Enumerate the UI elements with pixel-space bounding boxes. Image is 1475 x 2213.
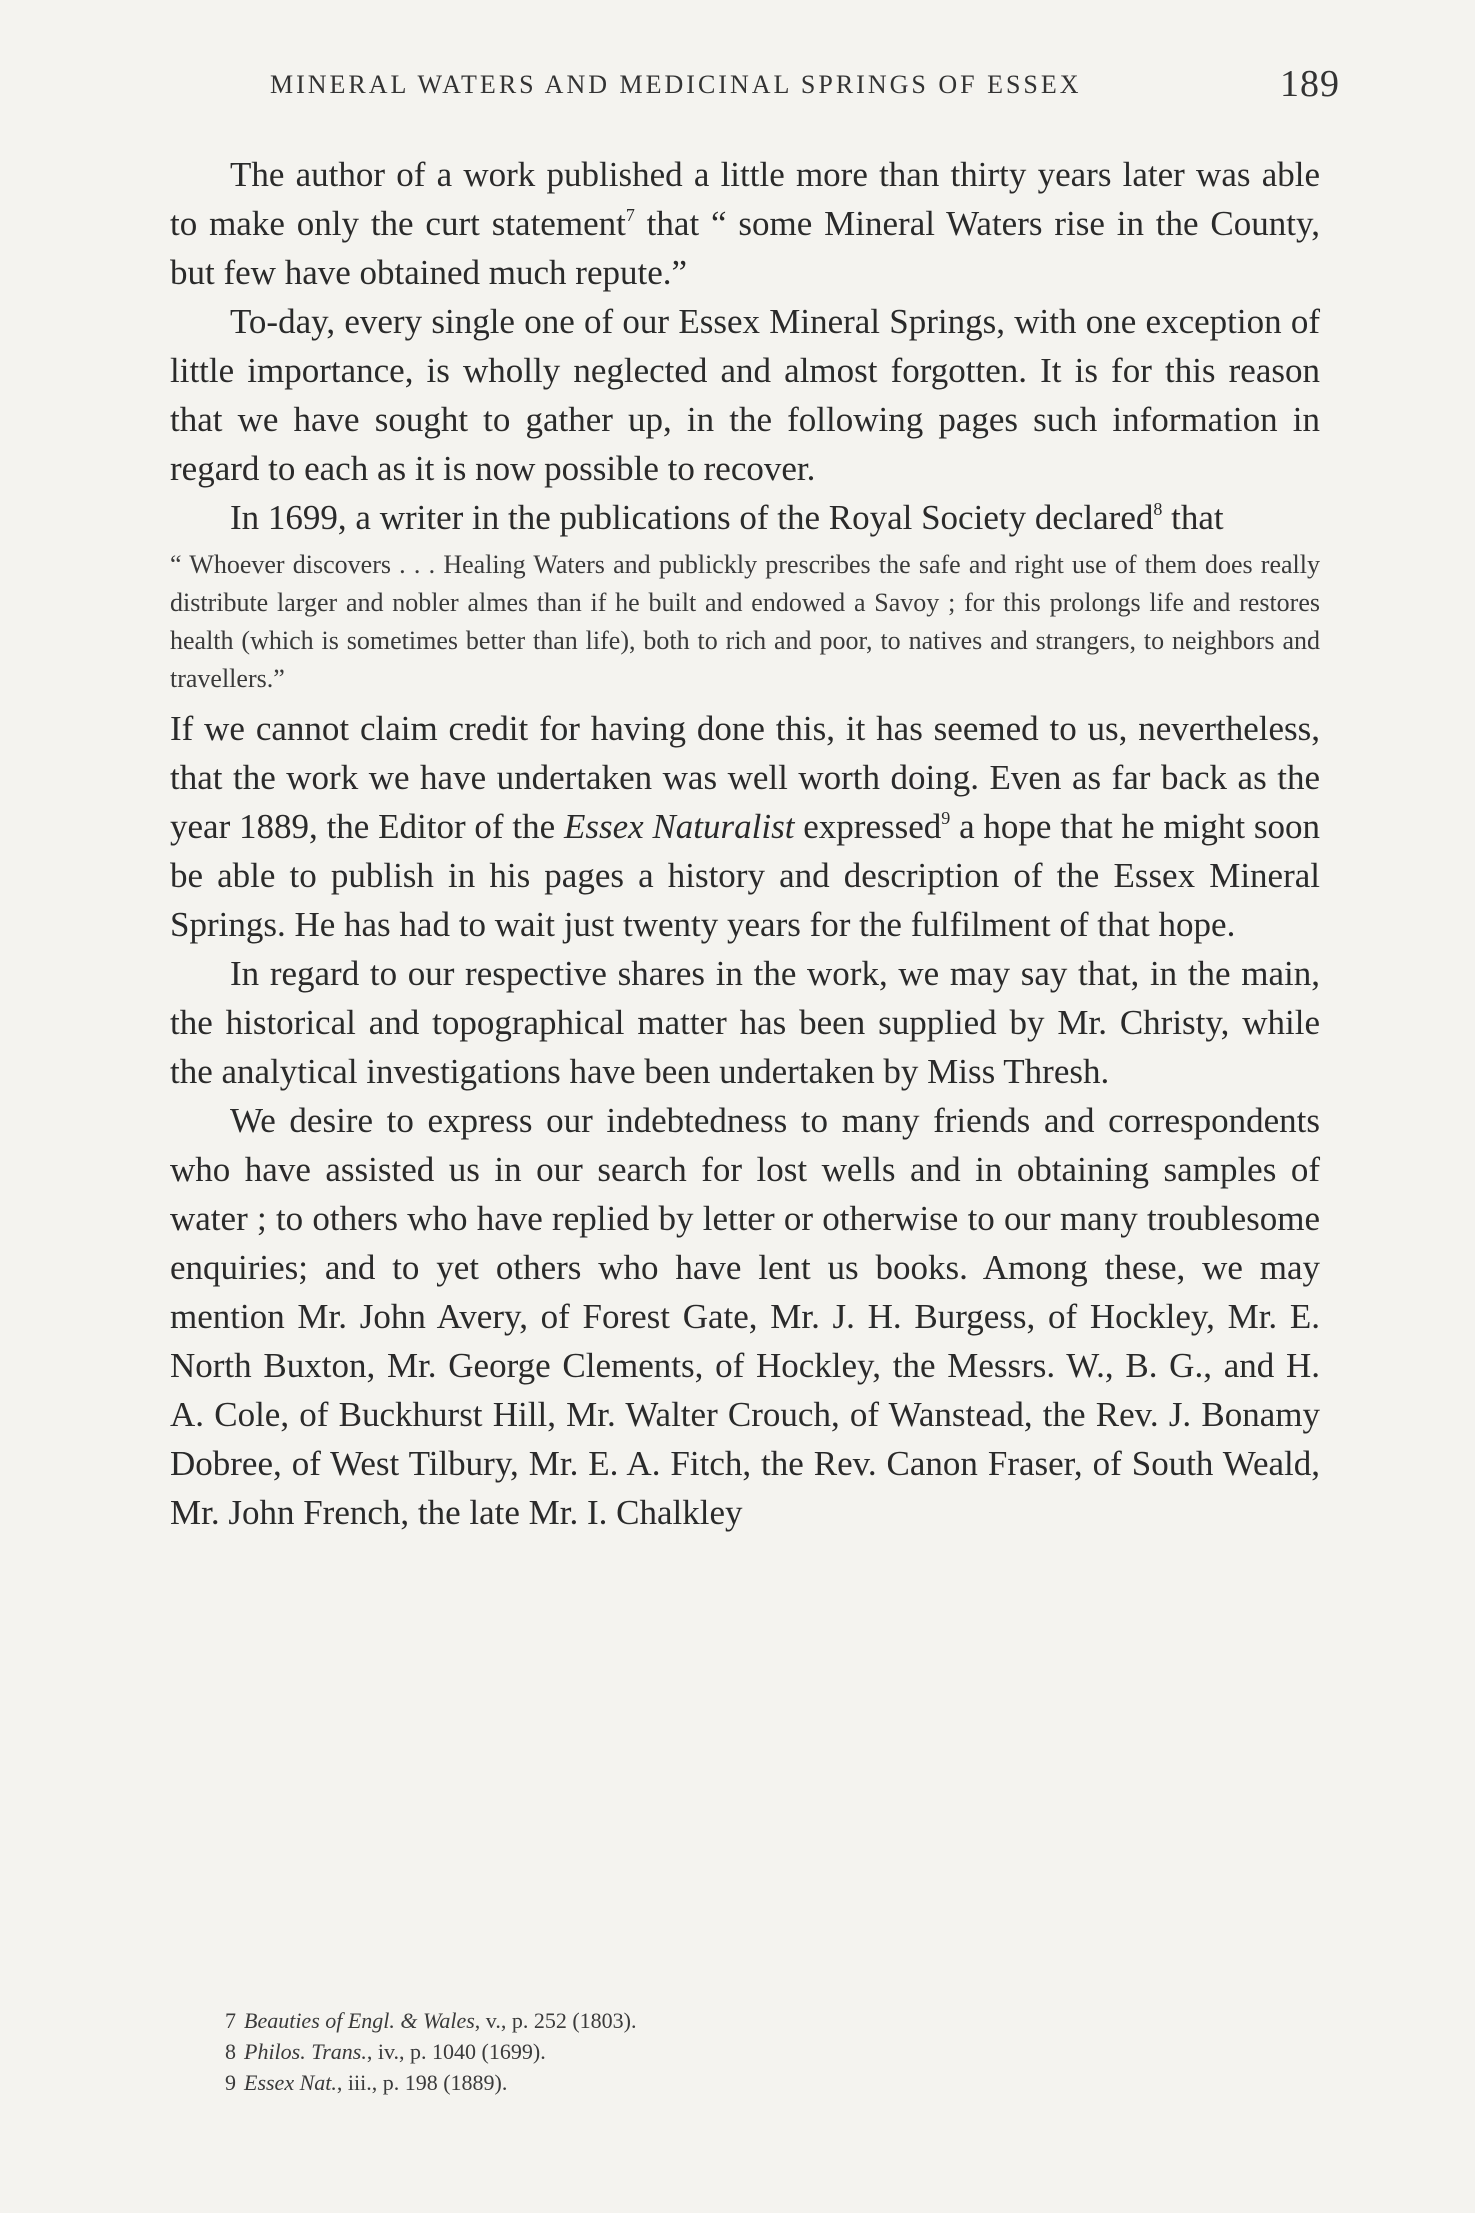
main-text xyxy=(170,150,1320,1537)
footnotes xyxy=(225,2005,1125,2098)
paragraph-4-text-b: expressed xyxy=(794,807,942,846)
footnote-source: Essex Nat. xyxy=(244,2070,337,2095)
footnote-source: Philos. Trans. xyxy=(244,2039,367,2064)
paragraph-1 xyxy=(170,150,1320,297)
footnote-number: 9 xyxy=(225,2070,236,2095)
footnote-ref-9: 9 xyxy=(941,808,951,828)
paragraph-3-text-b: that xyxy=(1162,498,1224,537)
paragraph-3 xyxy=(170,493,1320,542)
paragraph-1-text-b: that “ some Mineral Waters rise in the County, but few have obtained much repute.” xyxy=(170,204,1320,292)
paragraph-6: We desire to express our indebtedness to many friends and correspondents who have assisted us in our search for lost wells and in obtaining samples of water ; to others who have replied by letter or otherwise to our many troublesome enquiries; and to yet others who have lent us books. Among these, we may mention Mr. John Avery, of Forest Gate, Mr. J. H. Burgess, of Hockley, Mr. E. North Buxton, Mr. George Clements, of Hockley, the Messrs. W., B. G., and H. A. Cole, of Buckhurst Hill, Mr. Walter Crouch, of Wanstead, the Rev. J. Bonamy Dobree, of West Tilbury, Mr. E. A. Fitch, the Rev. Canon Fraser, of South Weald, Mr. John French, the late Mr. I. Chalkley xyxy=(170,1101,1320,1532)
footnote-source: Beauties of Engl. & Wales xyxy=(244,2008,475,2033)
running-title: MINERAL WATERS AND MEDICINAL SPRINGS OF ESSEX xyxy=(270,70,1082,99)
paragraph-1-text-a: The author of a work published a little more than thirty years later was able to make only the curt statement xyxy=(170,155,1320,243)
paragraph-4-text-c: a hope that he might soon be able to publish in his pages a history and description of the Essex Mineral Springs. He has had to wait just twenty years for the fulfilment of that hope. xyxy=(170,807,1320,944)
footnote-detail: , iv., p. 1040 (1699). xyxy=(366,2039,546,2064)
journal-title: Essex Naturalist xyxy=(563,807,795,846)
running-header xyxy=(270,63,1340,105)
footnote-7 xyxy=(225,2005,1125,2036)
footnote-detail: , v., p. 252 (1803). xyxy=(474,2008,637,2033)
footnote-number: 7 xyxy=(225,2008,236,2033)
paragraph-4 xyxy=(170,704,1320,949)
paragraph-3-text-a: In 1699, a writer in the publications of the Royal Society declared xyxy=(230,498,1154,537)
paragraph-4-text-a: If we cannot claim credit for having done this, it has seemed to us, nevertheless, that the work we have undertaken was well worth doing. Even as far back as the year 1889, the Editor of the xyxy=(170,709,1320,846)
paragraph-5: In regard to our respective shares in the work, we may say that, in the main, the historical and topographical matter has been supplied by Mr. Christy, while the analytical investigations have been undertaken by Miss Thresh. xyxy=(170,954,1320,1091)
footnote-number: 8 xyxy=(225,2039,236,2064)
page-number: 189 xyxy=(1280,63,1340,105)
footnote-ref-7: 7 xyxy=(625,205,635,225)
footnote-9 xyxy=(225,2067,1125,2098)
paragraph-2: To-day, every single one of our Essex Mineral Springs, with one exception of little importance, is wholly neglected and almost forgotten. It is for this reason that we have sought to gather up, in the following pages such information in regard to each as it is now possible to recover. xyxy=(170,302,1320,488)
footnote-ref-8: 8 xyxy=(1153,499,1163,519)
footnote-detail: , iii., p. 198 (1889). xyxy=(336,2070,508,2095)
block-quote: “ Whoever discovers . . . Healing Waters and publickly prescribes the safe and right use of them does really distribute larger and nobler almes than if he built and endowed a Savoy ; for this prolongs life and restores health (which is sometimes better than life), both to rich and poor, to natives and strangers, to neighbors and travellers.” xyxy=(170,550,1320,693)
footnote-8 xyxy=(225,2036,1125,2067)
